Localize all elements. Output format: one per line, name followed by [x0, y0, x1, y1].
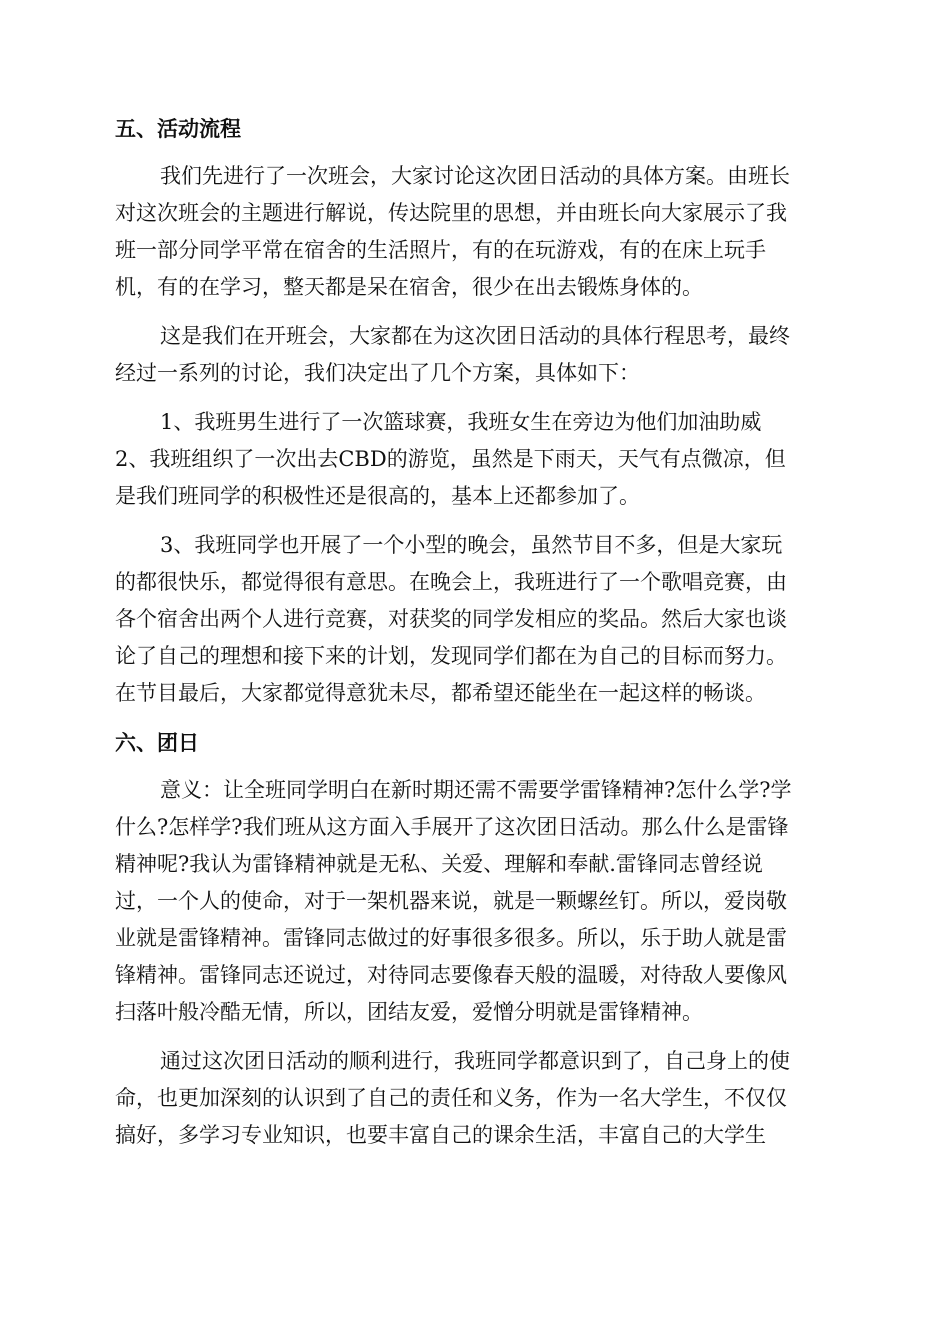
text-line: 扫落叶般冷酷无情，所以，团结友爱，爱憎分明就是雷锋精神。 — [115, 1000, 703, 1024]
text-line: 我们先进行了一次班会，大家讨论这次团日活动的具体方案。由班长 — [160, 164, 790, 188]
text-line: 通过这次团日活动的顺利进行，我班同学都意识到了，自己身上的使 — [160, 1049, 790, 1073]
text-line: 1、我班男生进行了一次篮球赛，我班女生在旁边为他们加油助威 — [160, 410, 762, 434]
paragraph-plans-1-2 — [115, 404, 835, 515]
text-line: 过，一个人的使命，对于一架机器来说，就是一颗螺丝钉。所以，爱岗敬 — [115, 889, 787, 913]
section-heading-league-day: 六、团日 — [115, 731, 199, 755]
text-line: 这是我们在开班会，大家都在为这次团日活动的具体行程思考，最终 — [160, 324, 790, 348]
text-line: 搞好，多学习专业知识，也要丰富自己的课余生活，丰富自己的大学生 — [115, 1123, 766, 1147]
paragraph-class-meeting — [115, 158, 835, 306]
text-line: 什么?怎样学?我们班从这方面入手展开了这次团日活动。那么什么是雷锋 — [115, 815, 789, 839]
section-heading-activity-flow: 五、活动流程 — [115, 117, 241, 141]
text-line: 锋精神。雷锋同志还说过，对待同志要像春天般的温暖，对待敌人要像风 — [115, 963, 787, 987]
text-line: 对这次班会的主题进行解说，传达院里的思想，并由班长向大家展示了我 — [115, 201, 787, 225]
paragraph-plan-3-party — [115, 527, 835, 712]
text-line: 各个宿舍出两个人进行竞赛，对获奖的同学发相应的奖品。然后大家也谈 — [115, 607, 787, 631]
text-line: 命，也更加深刻的认识到了自己的责任和义务，作为一名大学生，不仅仅 — [115, 1086, 787, 1110]
text-line: 精神呢?我认为雷锋精神就是无私、关爱、理解和奉献.雷锋同志曾经说 — [115, 852, 763, 876]
text-line: 3、我班同学也开展了一个小型的晚会，虽然节目不多，但是大家玩 — [160, 533, 783, 557]
paragraph-conclusion — [115, 1043, 835, 1154]
text-line: 在节目最后，大家都觉得意犹未尽，都希望还能坐在一起这样的畅谈。 — [115, 681, 766, 705]
text-line: 班一部分同学平常在宿舍的生活照片，有的在玩游戏，有的在床上玩手 — [115, 238, 766, 262]
paragraph-plan-discussion — [115, 318, 835, 392]
text-line: 是我们班同学的积极性还是很高的，基本上还都参加了。 — [115, 484, 640, 508]
text-line: 2、我班组织了一次出去CBD的游览，虽然是下雨天，天气有点微凉，但 — [115, 447, 786, 471]
text-line: 的都很快乐，都觉得很有意思。在晚会上，我班进行了一个歌唱竞赛，由 — [115, 570, 787, 594]
text-line: 机，有的在学习，整天都是呆在宿舍，很少在出去锻炼身体的。 — [115, 275, 703, 299]
text-line: 论了自己的理想和接下来的计划，发现同学们都在为自己的目标而努力。 — [115, 644, 787, 668]
document-page — [115, 110, 835, 1166]
text-line: 意义：让全班同学明白在新时期还需不需要学雷锋精神?怎什么学?学 — [160, 778, 792, 802]
paragraph-significance — [115, 772, 835, 1031]
text-line: 经过一系列的讨论，我们决定出了几个方案，具体如下： — [115, 361, 640, 385]
text-line: 业就是雷锋精神。雷锋同志做过的好事很多很多。所以，乐于助人就是雷 — [115, 926, 787, 950]
